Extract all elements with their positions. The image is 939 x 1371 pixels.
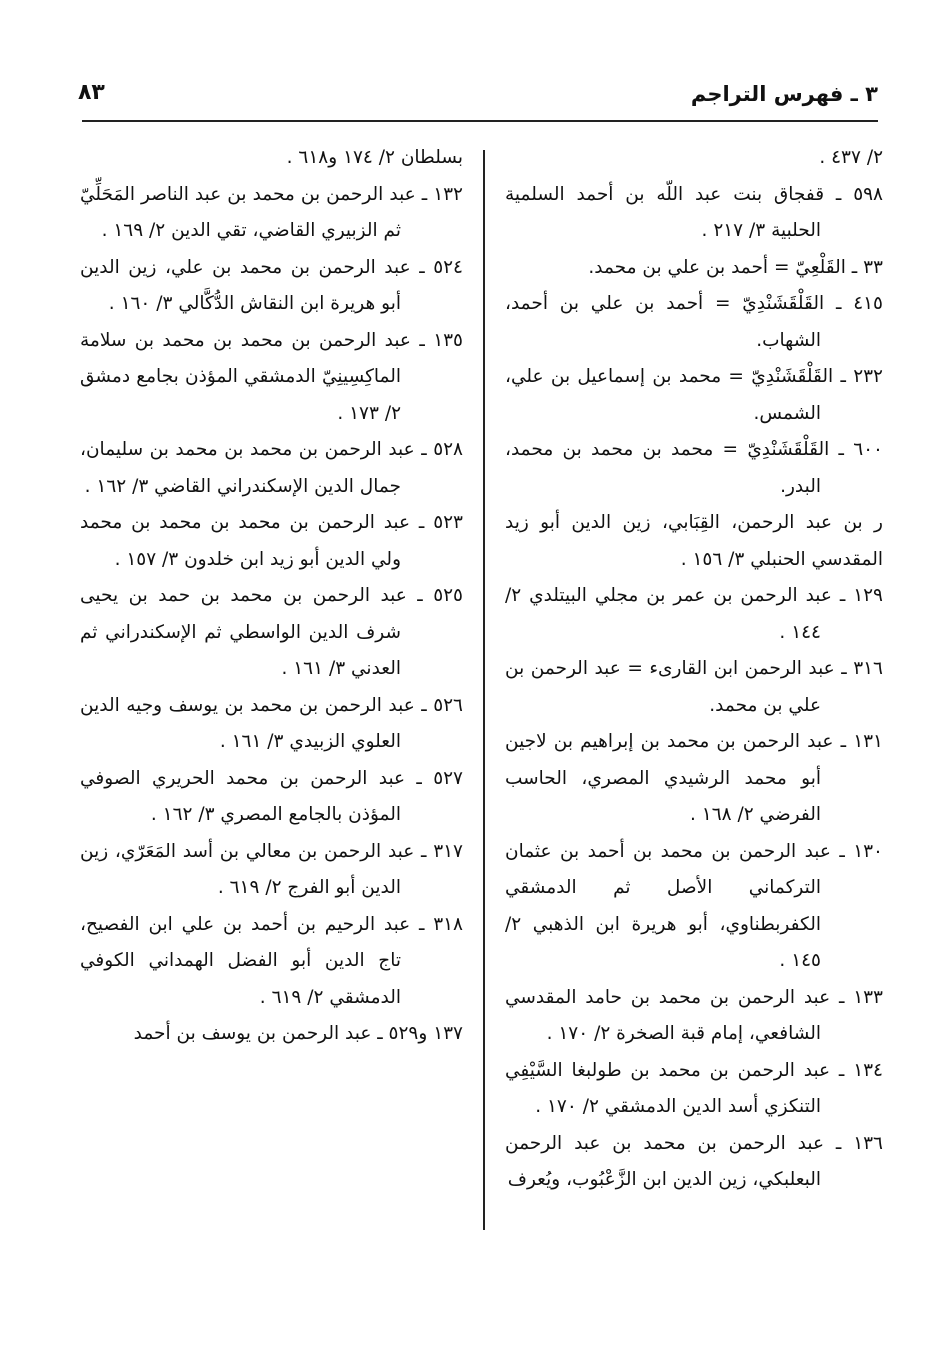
index-entry: ١٣٥ ـ عبد الرحمن بن محمد بن محمد بن سلامة الماكِسِينِيّ الدمشقي المؤذن بجامع دمشق ٢/ ١٧٣ . <box>80 329 463 424</box>
index-entry: ٥٢٨ ـ عبد الرحمن بن محمد بن محمد بن سليمان، جمال الدين الإسكندراني القاضي ٣/ ١٦٢ . <box>80 439 463 497</box>
index-entry: ٥٢٣ ـ عبد الرحمن بن محمد بن محمد بن محمد ولي الدين أبو زيد ابن خلدون ٣/ ١٥٧ . <box>80 512 463 570</box>
index-entry: ٤١٥ ـ القَلْقَشَنْدِيّ = أحمد بن علي بن أحمد، الشهاب. <box>505 293 883 351</box>
index-entry: ٦٠٠ ـ القَلْقَشَنْدِيّ = محمد بن محمد بن محمد، البدر. <box>505 439 883 497</box>
index-entry: ١٣٧ و٥٢٩ ـ عبد الرحمن بن يوسف بن أحمد <box>133 1023 463 1044</box>
header-rule <box>82 120 878 122</box>
index-entry: ٥٢٦ ـ عبد الرحمن بن محمد بن يوسف وجيه الدين العلوي الزبيدي ٣/ ١٦١ . <box>80 694 463 752</box>
index-entry: بسلطان ٢/ ١٧٤ و٦١٨ . <box>286 147 463 168</box>
index-entry: ر بن عبد الرحمن، القِبَابي، زين الدين أبو زيد المقدسي الحنبلي ٣/ ١٥٦ . <box>505 512 883 570</box>
right-column <box>505 140 883 1199</box>
index-entry: ١٣٤ ـ عبد الرحمن بن محمد بن طولبغا السَّيْفِي التنكزي أسد الدين الدمشقي ٢/ ١٧٠ . <box>505 1059 883 1117</box>
index-entry: ١٣١ ـ عبد الرحمن بن محمد بن إبراهيم بن لاجين أبو محمد الرشيدي المصري، الحاسب الفرضي ٢/ ١٦٨ . <box>505 731 883 825</box>
column-divider <box>483 150 485 1230</box>
index-entry: ١٢٩ ـ عبد الرحمن بن عمر بن مجلي البيتلدي ٢/ ١٤٤ . <box>505 585 883 643</box>
page-number: ٨٣ <box>78 80 105 105</box>
index-entry: ١٣٦ ـ عبد الرحمن بن محمد بن عبد الرحمن البعلبكي، زين الدين ابن الزَّعْبُوب، ويُعرف <box>505 1132 883 1190</box>
left-column <box>80 140 463 1053</box>
index-entry: ٣١٧ ـ عبد الرحمن بن معالي بن أسد المَعَرّي، زين الدين أبو الفرج ٢/ ٦١٩ . <box>80 840 463 898</box>
index-entry: ١٣٢ ـ عبد الرحمن بن محمد بن عبد الناصر المَحَلِّيّ ثم الزبيري القاضي، تقي الدين ٢/ ١٦٩ . <box>80 183 463 241</box>
index-entry: ٣٣ ـ القَلْعِيّ = أحمد بن علي بن محمد. <box>588 256 883 278</box>
index-entry: ٥٢٤ ـ عبد الرحمن بن محمد بن علي، زين الدين أبو هريرة ابن النقاش الدُّكَّالي ٣/ ١٦٠ . <box>80 256 463 314</box>
index-entry: ٥٩٨ ـ قفجاق بنت عبد اللّه بن أحمد السلمية الحلبية ٣/ ٢١٧ . <box>505 183 883 241</box>
index-entry: ٢/ ٤٣٧ . <box>819 147 883 168</box>
index-entry: ٣١٨ ـ عبد الرحيم بن أحمد بن علي ابن الفصيح، تاج الدين أبو الفضل الهمداني الكوفي الدمشقي ٢/ ٦١٩ . <box>80 913 463 1008</box>
index-entry: ٥٢٧ ـ عبد الرحمن بن محمد الحريري الصوفي المؤذن بالجامع المصري ٣/ ١٦٢ . <box>80 767 463 825</box>
section-title: ٣ ـ فهرس التراجم <box>690 82 878 106</box>
index-entry: ٣١٦ ـ عبد الرحمن ابن القارىء = عبد الرحمن بن علي بن محمد. <box>505 658 883 716</box>
index-entry: ١٣٣ ـ عبد الرحمن بن محمد بن حامد المقدسي الشافعي، إمام قبة الصخرة ٢/ ١٧٠ . <box>505 986 883 1044</box>
index-entry: ٥٢٥ ـ عبد الرحمن بن محمد بن حمد بن يحيى شرف الدين الواسطي ثم الإسكندراني ثم العدني ٣/ ١٦١ . <box>80 585 463 679</box>
index-entry: ٢٣٢ ـ القَلْقَشَنْدِيّ = محمد بن إسماعيل بن علي، الشمس. <box>505 366 883 424</box>
index-entry: ١٣٠ ـ عبد الرحمن بن محمد بن أحمد بن عثمان التركماني الأصل ثم الدمشقي الكفربطناوي، أبو هريرة ابن الذهبي ٢/ ١٤٥ . <box>505 840 883 971</box>
page-header <box>78 78 878 118</box>
